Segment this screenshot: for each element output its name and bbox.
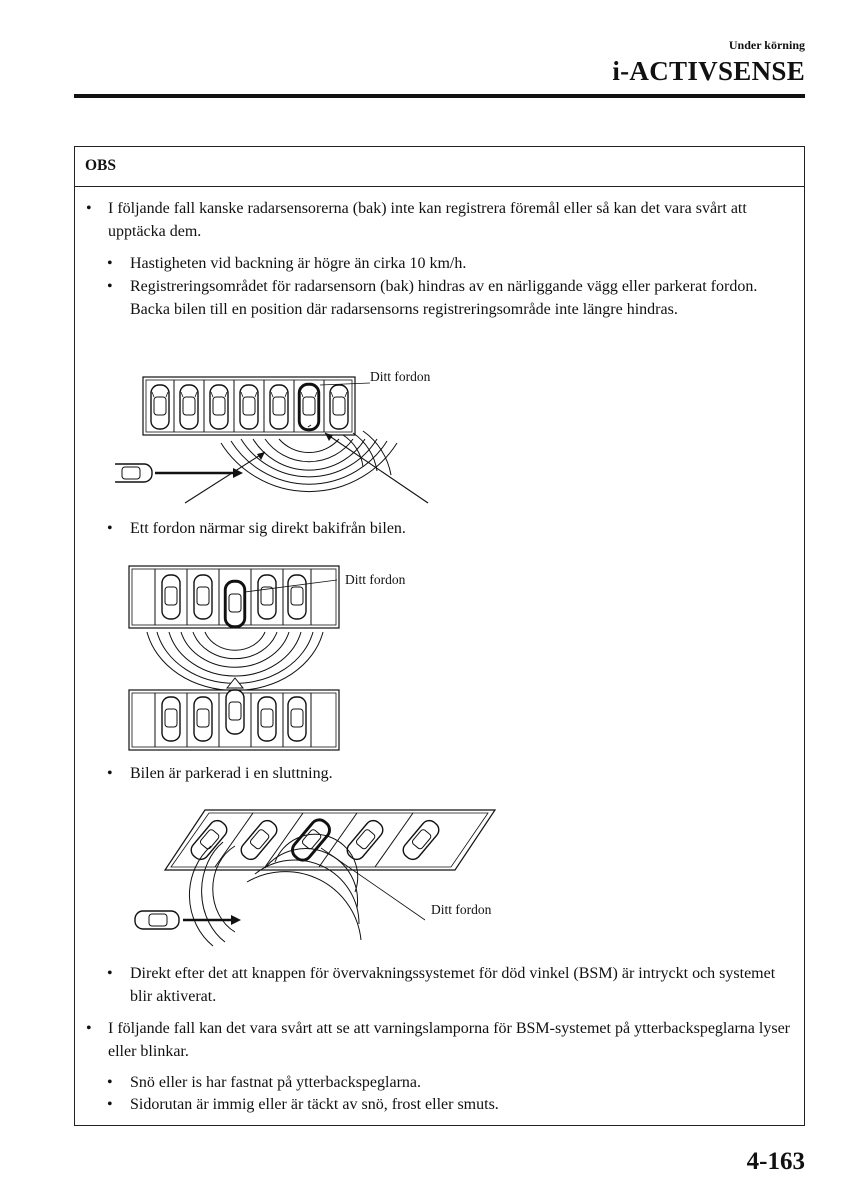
figure-2-label: Ditt fordon xyxy=(345,572,406,587)
bullet-dot: • xyxy=(86,1020,92,1037)
figure-radar-obstructed xyxy=(115,367,535,507)
header-rule xyxy=(74,94,805,98)
bullet-2-text: I följande fall kan det vara svårt att se att varningslamporna för BSM-systemet på ytterbackspeglarna lyser eller blinkar. xyxy=(108,1020,790,1060)
sub-bullet-1-text: Hastigheten vid backning är högre än cirka 10 km/h. xyxy=(130,255,467,272)
header-section: Under körning xyxy=(728,38,805,52)
page-number: 4-163 xyxy=(746,1148,805,1175)
note-label: OBS xyxy=(75,147,804,187)
sub-bullet-7-text: Sidorutan är immig eller är täckt av snö, frost eller smuts. xyxy=(130,1096,499,1113)
figure-vehicle-approaching xyxy=(125,562,525,752)
sub-bullet-5-text: Direkt efter det att knappen för övervakningssystemet för död vinkel (BSM) är intryckt och systemet blir aktiverat. xyxy=(130,965,776,1005)
figure-sloped-parking xyxy=(125,802,545,952)
bullet-dot: • xyxy=(86,200,92,217)
figure-3-label: Ditt fordon xyxy=(431,902,492,917)
note-box: OBS • I följande fall kanske radarsensorerna (bak) inte kan registrera föremål eller så kan det vara svårt att upptäcka dem. • Hastigheten vid backning är högre än cirka 10 km/h. • Registreringsområdet för radarsensorn (bak) hindras av en närliggande vägg eller parkerat fordon. Backa bilen till en position där radarsensorns registreringsområde inte längre hindras. Ditt fordon • Ett fordon närmar sig direkt bakifrån bilen. Ditt fordon • Bilen är parkerad i en sluttning. Ditt fordon • Direkt efter det att knappen för övervakningssystemet för död vinkel (BSM) är intryckt och systemet blir aktiverat. • I följande fall kan det vara svårt att se att varningslamporna för BSM-systemet på ytterbackspeglarna lyser eller blinkar. • Snö eller is har fastnat på ytterbackspeglarna. • Sidorutan är immig eller är täckt av snö, frost eller smuts. xyxy=(74,146,805,1126)
sub-bullet-3-text: Ett fordon närmar sig direkt bakifrån bilen. xyxy=(130,520,406,537)
page-title: i-ACTIVSENSE xyxy=(612,56,805,86)
sub-bullet-2-text: Registreringsområdet för radarsensorn (bak) hindras av en närliggande vägg eller parkerat fordon. Backa bilen till en position där radarsensorns registreringsområde inte längre hindras. xyxy=(130,278,758,318)
sub-bullet-6-text: Snö eller is har fastnat på ytterbackspeglarna. xyxy=(130,1074,421,1091)
sub-bullet-4-text: Bilen är parkerad i en sluttning. xyxy=(130,765,333,782)
bullet-1-text: I följande fall kanske radarsensorerna (bak) inte kan registrera föremål eller så kan det vara svårt att upptäcka dem. xyxy=(108,200,747,240)
figure-1-label: Ditt fordon xyxy=(370,369,431,384)
